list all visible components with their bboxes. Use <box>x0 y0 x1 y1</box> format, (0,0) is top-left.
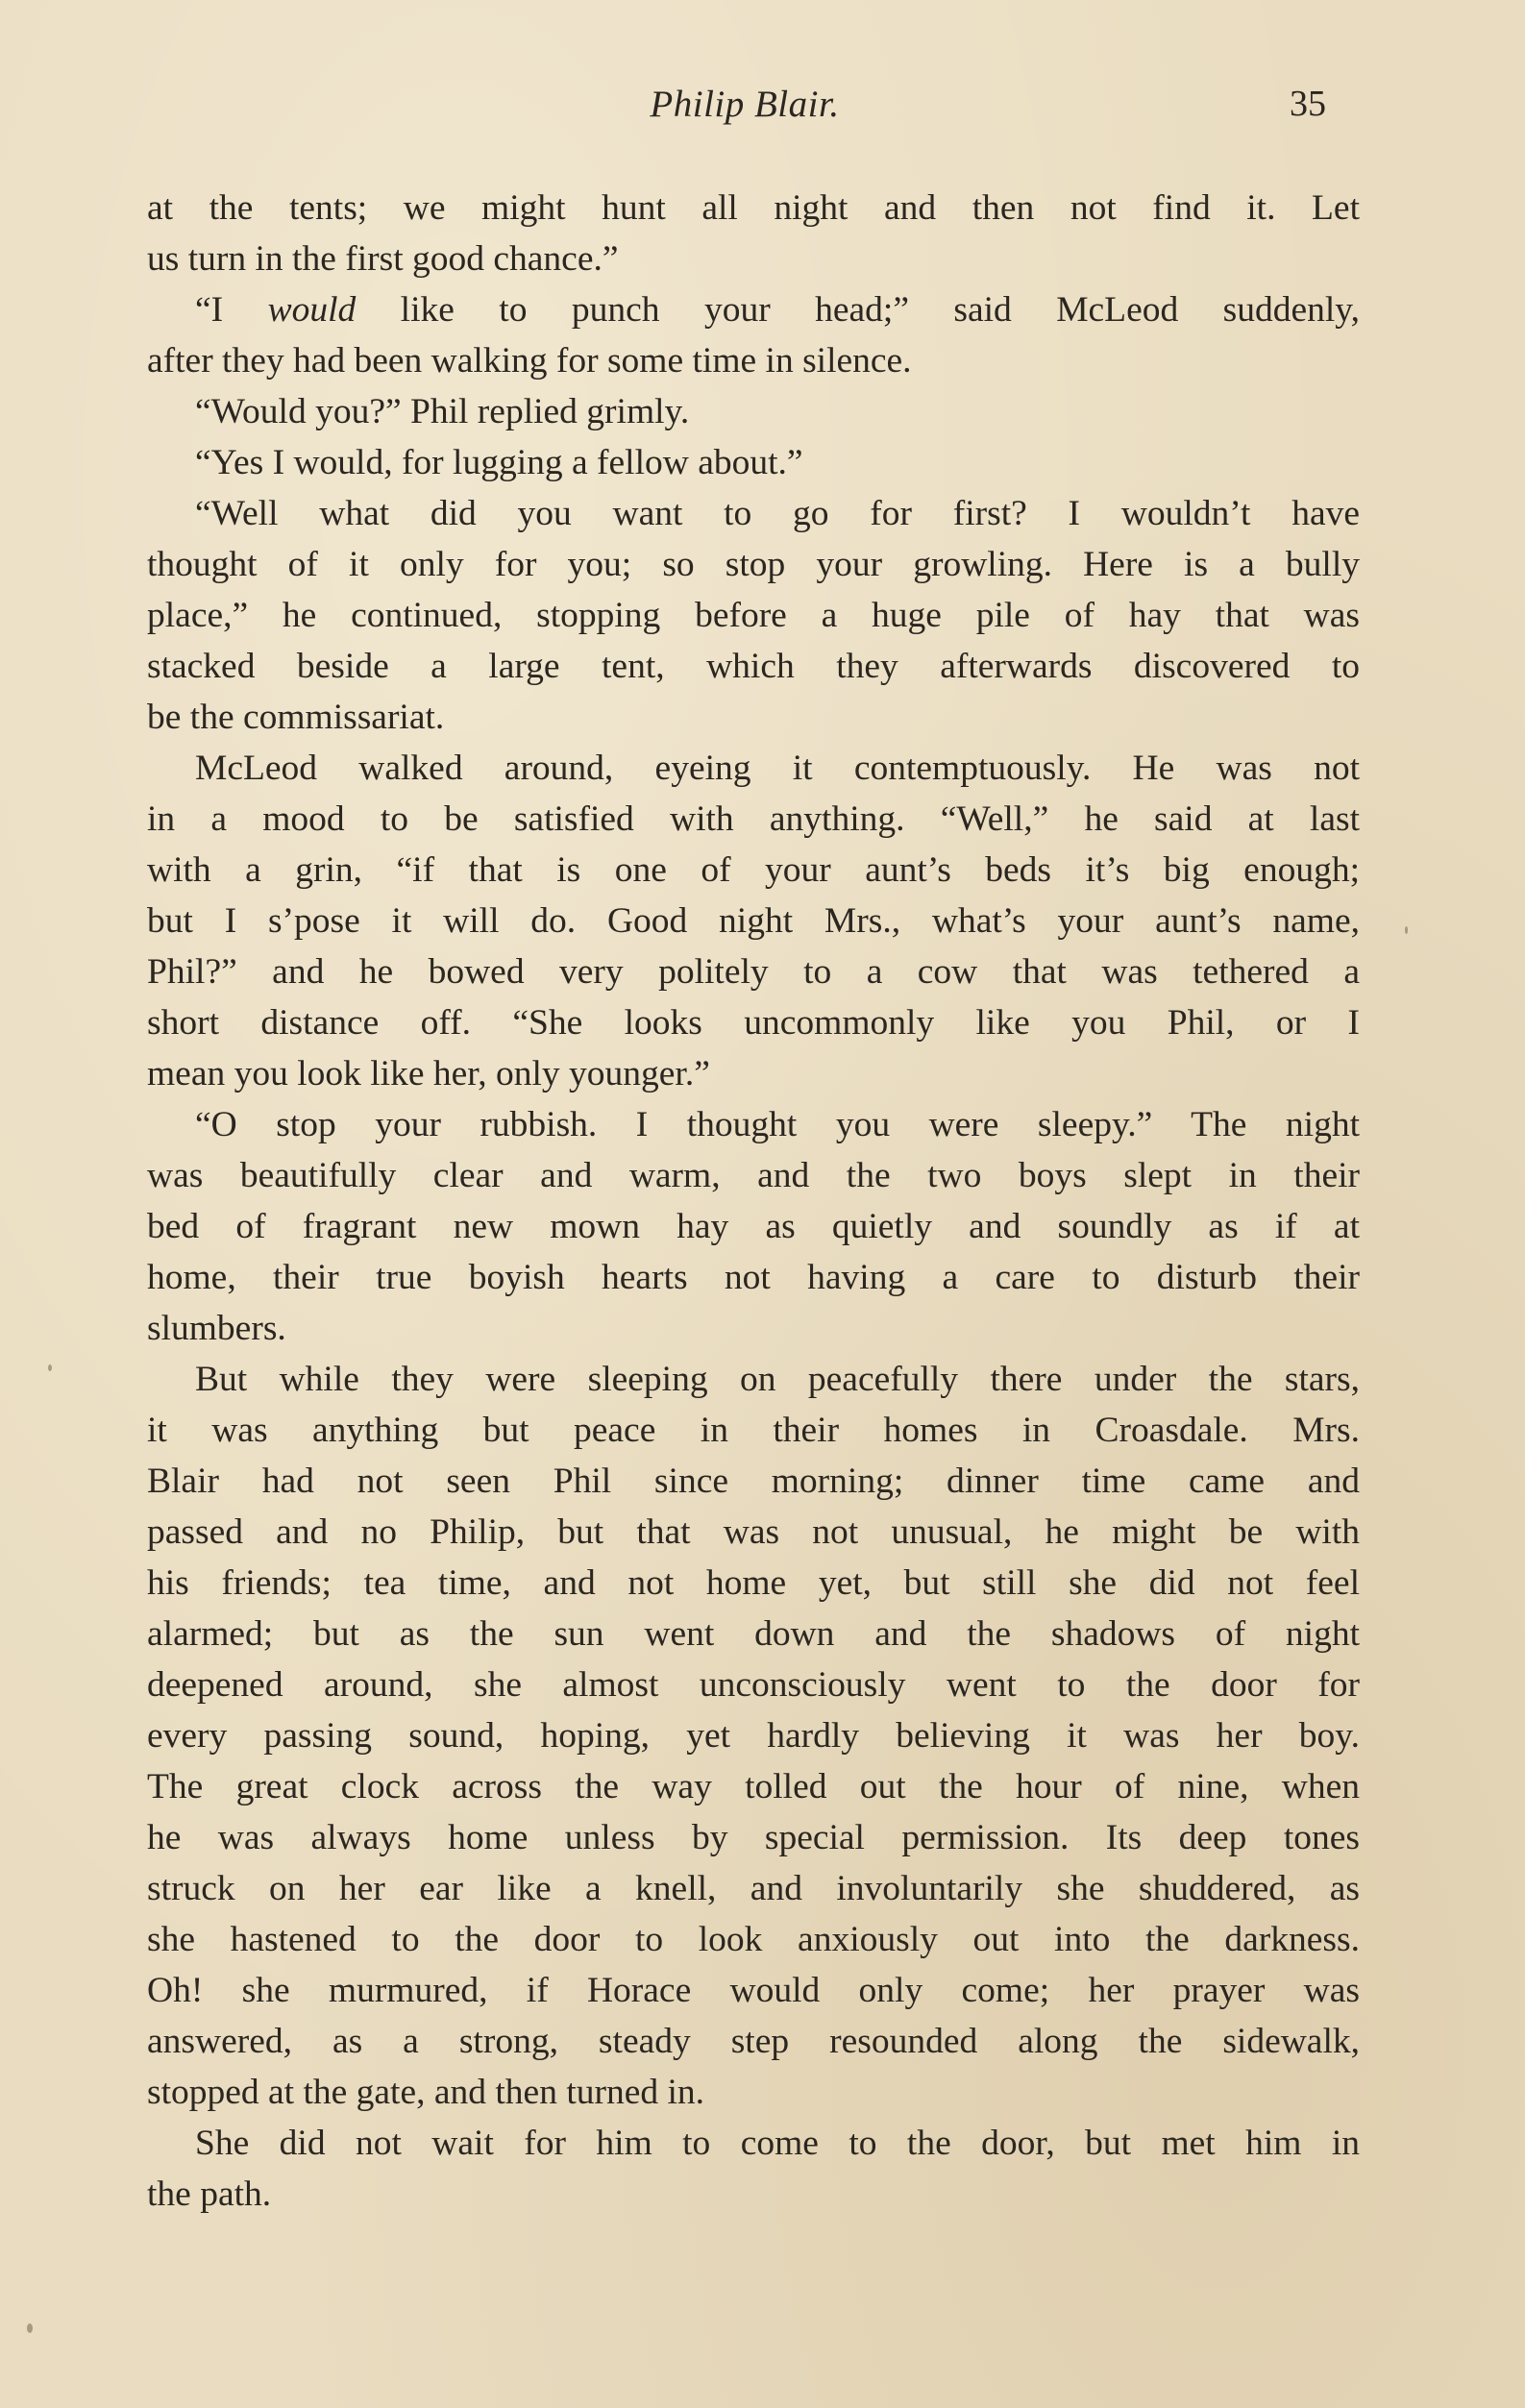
text-line: alarmed; but as the sun went down and the shadows of night <box>147 1614 1360 1654</box>
text-line: with a grin, “if that is one of your aunt’s beds it’s big enough; <box>147 850 1360 890</box>
text-line: every passing sound, hoping, yet hardly believing it was her boy. <box>147 1716 1360 1756</box>
page-number: 35 <box>1290 84 1326 124</box>
text-line: it was anything but peace in their homes in Croasdale. Mrs. <box>147 1411 1360 1450</box>
text-line: after they had been walking for some time in silence. <box>147 341 912 381</box>
text-line: home, their true boyish hearts not having a care to disturb their <box>147 1258 1360 1297</box>
paper-speck <box>1405 926 1408 934</box>
text-line: McLeod walked around, eyeing it contemptuously. He was not <box>195 749 1360 788</box>
text-line: place,” he continued, stopping before a huge pile of hay that was <box>147 596 1360 635</box>
text-line: us turn in the first good chance.” <box>147 239 619 279</box>
text-line: the path. <box>147 2175 272 2214</box>
text-line: She did not wait for him to come to the door, but met him in <box>195 2124 1360 2163</box>
text-line: his friends; tea time, and not home yet, but still she did not feel <box>147 1563 1360 1603</box>
text-line: passed and no Philip, but that was not unusual, he might be with <box>147 1512 1360 1552</box>
text-line: at the tents; we might hunt all night and then not find it. Let <box>147 188 1360 228</box>
paper-speck <box>27 2323 33 2333</box>
text-line: bed of fragrant new mown hay as quietly and soundly as if at <box>147 1207 1360 1246</box>
text-line: stacked beside a large tent, which they afterwards discovered to <box>147 647 1360 686</box>
text-line: he was always home unless by special permission. Its deep tones <box>147 1818 1360 1857</box>
body-text <box>147 183 1360 2220</box>
text-line: “Well what did you want to go for first? I wouldn’t have <box>195 494 1360 533</box>
text-line: Blair had not seen Phil since morning; dinner time came and <box>147 1462 1360 1501</box>
text-line-with-emphasis <box>147 284 1360 335</box>
text-line: “O stop your rubbish. I thought you were sleepy.” The night <box>195 1105 1360 1144</box>
text-line: but I s’pose it will do. Good night Mrs., what’s your aunt’s name, <box>147 901 1360 941</box>
line-fragment: “I <box>195 290 268 330</box>
text-line: mean you look like her, only younger.” <box>147 1054 710 1093</box>
emphasized-word: would <box>267 290 357 330</box>
text-line: But while they were sleeping on peacefully there under the stars, <box>195 1360 1360 1399</box>
text-line: “Would you?” Phil replied grimly. <box>195 392 690 431</box>
text-line: was beautifully clear and warm, and the two boys slept in their <box>147 1156 1360 1195</box>
line-fragment: like to punch your head;” said McLeod suddenly, <box>356 290 1360 330</box>
text-line: answered, as a strong, steady step resounded along the sidewalk, <box>147 2022 1360 2061</box>
text-line: struck on her ear like a knell, and involuntarily she shuddered, as <box>147 1869 1360 1908</box>
text-line: “Yes I would, for lugging a fellow about.” <box>195 443 803 482</box>
text-line: Phil?” and he bowed very politely to a cow that was tethered a <box>147 952 1360 992</box>
text-line: deepened around, she almost unconsciously went to the door for <box>147 1665 1360 1705</box>
running-title: Philip Blair. <box>650 84 840 125</box>
text-line: she hastened to the door to look anxiously out into the darkness. <box>147 1920 1360 1959</box>
text-line: The great clock across the way tolled out the hour of nine, when <box>147 1767 1360 1806</box>
text-line: slumbers. <box>147 1309 286 1348</box>
text-line: stopped at the gate, and then turned in. <box>147 2073 705 2112</box>
text-line: short distance off. “She looks uncommonly like you Phil, or I <box>147 1003 1360 1043</box>
text-line: in a mood to be satisfied with anything. “Well,” he said at last <box>147 799 1360 839</box>
text-line: Oh! she murmured, if Horace would only come; her prayer was <box>147 1971 1360 2010</box>
text-line: thought of it only for you; so stop your growling. Here is a bully <box>147 545 1360 584</box>
text-line: be the commissariat. <box>147 698 445 737</box>
paper-speck <box>48 1364 52 1371</box>
running-head <box>144 83 1345 140</box>
